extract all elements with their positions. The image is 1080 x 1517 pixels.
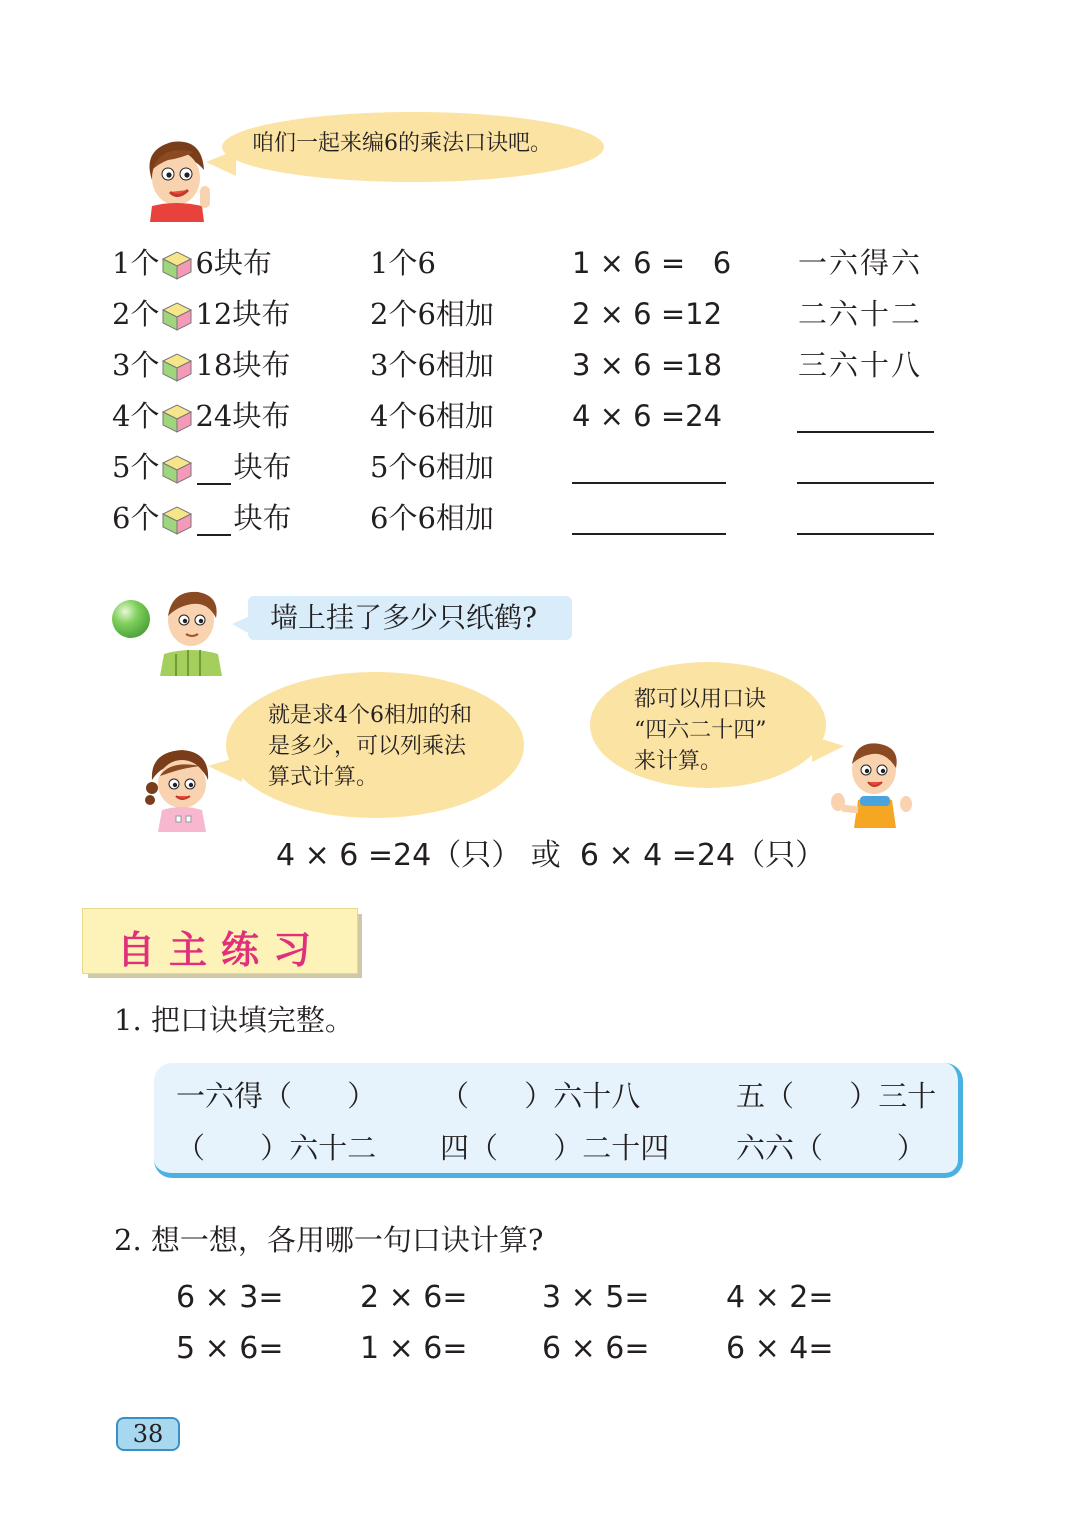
table-row-5-addition: 5个6相加 <box>370 450 494 484</box>
boy-bubble-line: 都可以用口诀 <box>634 687 767 712</box>
calc-item[interactable]: 5 × 6= <box>176 1331 284 1366</box>
question-text: 墙上挂了多少只纸鹤? <box>270 601 538 634</box>
girl-bubble-text <box>268 700 472 793</box>
table-row-4-addition: 4个6相加 <box>370 399 494 433</box>
calc-item[interactable]: 1 × 6= <box>360 1331 468 1366</box>
table-row-2-equation: 2 × 6 =12 <box>572 297 723 331</box>
rhyme-fill-item[interactable]: （ ）六十八 <box>440 1079 641 1113</box>
result-equation: 4 × 6 =24（只） 或 6 × 4 =24（只） <box>276 838 826 873</box>
green-marble-icon <box>112 600 150 638</box>
calc-item[interactable]: 6 × 4= <box>726 1331 834 1366</box>
page-number: 38 <box>132 1420 164 1448</box>
table-row-3-equation: 3 × 6 =18 <box>572 348 723 382</box>
boy-bubble-text <box>634 684 767 777</box>
table-row-1-addition: 1个6 <box>370 246 436 280</box>
page-number-badge <box>116 1417 180 1451</box>
section-title: 自主练习 <box>117 928 326 972</box>
equation-blank-row-6[interactable] <box>572 533 726 535</box>
calc-item[interactable]: 6 × 3= <box>176 1280 284 1315</box>
cloth-cube-icon <box>160 402 194 434</box>
intro-bubble-text: 咱们一起来编6的乘法口诀吧。 <box>252 131 552 156</box>
girl-bubble-line: 算式计算。 <box>268 765 379 790</box>
cloth-cube-icon <box>160 249 194 281</box>
girl-bubble-line: 就是求4个6相加的和 <box>268 703 472 728</box>
rhyme-fill-item[interactable]: 六六（ ） <box>736 1131 926 1165</box>
exercise-1-prompt: 1. 把口诀填完整。 <box>114 1003 354 1037</box>
cloth-cube-icon <box>160 351 194 383</box>
boy-bubble-line: “四六二十四” <box>634 718 767 743</box>
cloth-cube-icon <box>160 300 194 332</box>
rhyme-fill-item[interactable]: 一六得（ ） <box>176 1079 377 1113</box>
cloth-count-blank[interactable] <box>197 508 231 536</box>
table-row-1-equation: 1 × 6 = 6 <box>572 246 732 280</box>
rhyme-fill-item[interactable]: 五（ ）三十 <box>736 1079 937 1113</box>
rhyme-fill-item[interactable]: （ ）六十二 <box>176 1131 377 1165</box>
table-row-5-cloth: 5个 块布 <box>112 450 292 484</box>
exercise-2-prompt: 2. 想一想，各用哪一句口诀计算? <box>114 1223 544 1257</box>
table-row-1-cloth: 1个 6块布 <box>112 246 272 280</box>
calc-item[interactable]: 6 × 6= <box>542 1331 650 1366</box>
table-row-6-cloth: 6个 块布 <box>112 501 292 535</box>
question-bubble-tail <box>232 616 250 634</box>
intro-bubble-tail <box>206 150 236 176</box>
calc-item[interactable]: 3 × 5= <box>542 1280 650 1315</box>
table-row-3-cloth: 3个 18块布 <box>112 348 291 382</box>
girl-bubble-line: 是多少，可以列乘法 <box>268 734 467 759</box>
boy-waving-illustration <box>830 736 914 828</box>
boy-pointing-illustration <box>132 130 222 222</box>
rhyme-blank-row-5[interactable] <box>797 482 934 484</box>
table-row-1-rhyme: 一六得六 <box>798 246 923 280</box>
calc-item[interactable]: 2 × 6= <box>360 1280 468 1315</box>
cloth-cube-icon <box>160 504 194 536</box>
section-header <box>82 908 358 974</box>
boy-thinking-illustration <box>158 584 224 676</box>
cloth-cube-icon <box>160 453 194 485</box>
rhyme-blank-row-6[interactable] <box>797 533 934 535</box>
calc-item[interactable]: 4 × 2= <box>726 1280 834 1315</box>
table-row-4-equation: 4 × 6 =24 <box>572 399 723 433</box>
boy-bubble-line: 来计算。 <box>634 749 723 774</box>
table-row-2-cloth: 2个 12块布 <box>112 297 291 331</box>
table-row-4-cloth: 4个 24块布 <box>112 399 291 433</box>
table-row-6-addition: 6个6相加 <box>370 501 494 535</box>
rhyme-blank-row-4[interactable] <box>797 431 934 433</box>
table-row-2-rhyme: 二六十二 <box>798 297 923 331</box>
table-row-3-rhyme: 三六十八 <box>798 348 923 382</box>
table-row-2-addition: 2个6相加 <box>370 297 494 331</box>
cloth-count-blank[interactable] <box>197 457 231 485</box>
table-row-3-addition: 3个6相加 <box>370 348 494 382</box>
girl-bubble-tail <box>208 756 242 782</box>
rhyme-fill-item[interactable]: 四（ ）二十四 <box>440 1131 670 1165</box>
equation-blank-row-5[interactable] <box>572 482 726 484</box>
